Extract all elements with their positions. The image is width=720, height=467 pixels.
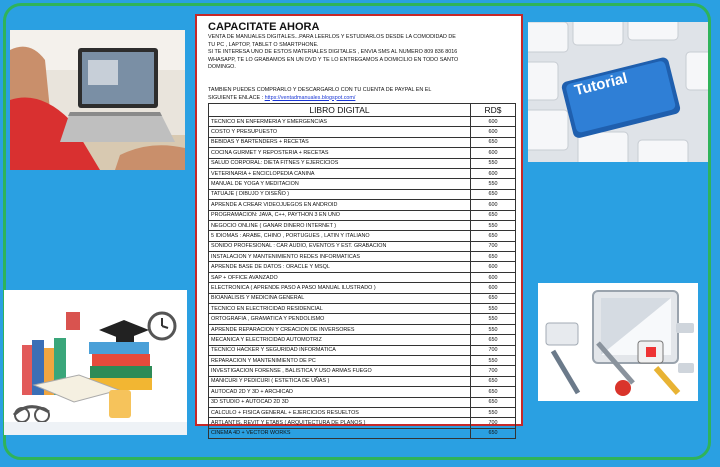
laptop-photo — [10, 30, 185, 170]
table-row — [209, 168, 516, 178]
page-title: CAPACITATE AHORA — [208, 21, 320, 33]
book-title: BEBIDAS Y BARTENDERS + RECETAS — [209, 137, 471, 147]
book-title: TECNICO EN ENFERMERIA Y EMERGENCIAS — [209, 117, 471, 127]
table-row — [209, 314, 516, 324]
table-row — [209, 148, 516, 158]
book-title: SONIDO PROFESIONAL : CAR AUDIO, EVENTOS Y EST. GRABACION — [209, 241, 471, 251]
book-title: BIOANALISIS Y MEDICINA GENERAL — [209, 293, 471, 303]
book-price: 600 — [471, 168, 516, 178]
table-row — [209, 127, 516, 137]
book-price: 650 — [471, 252, 516, 262]
price-list-card — [195, 14, 523, 437]
tutorial-key-label: Tutorial — [572, 69, 630, 100]
book-title: COSTO Y PRESUPUESTO — [209, 127, 471, 137]
book-title: MANUAL DE YOGA Y MEDITACION — [209, 179, 471, 189]
book-price: 700 — [471, 345, 516, 355]
table-row — [209, 210, 516, 220]
table-row — [209, 252, 516, 262]
table-header-row — [209, 104, 516, 117]
book-price: 650 — [471, 137, 516, 147]
book-price: 650 — [471, 210, 516, 220]
paypal-line-1: TAMBIEN PUEDES COMPRARLO Y DESCARGARLO CON TU CUENTA DE PAYPAL EN EL — [208, 87, 432, 93]
book-price: 550 — [471, 158, 516, 168]
table-row — [209, 293, 516, 303]
book-title: NEGOCIO ONLINE ( GANAR DINERO INTERNET ) — [209, 220, 471, 230]
table-row — [209, 137, 516, 147]
table-row — [209, 231, 516, 241]
book-title: CINEMA 4D + VECTOR WORKS — [209, 428, 471, 438]
table-row — [209, 355, 516, 365]
table-row — [209, 262, 516, 272]
book-title: 5 IDIOMAS : ARABE, CHINO , PORTUGUES , LATIN Y ITALIANO — [209, 231, 471, 241]
book-title: COCINA GURMET Y REPOSTERIA + RECETAS — [209, 148, 471, 158]
book-title: INVESTIGACION FORENSE , BALISTICA Y USO ARMAS FUEGO — [209, 366, 471, 376]
contact-line-3: DOMINGO. — [208, 64, 236, 71]
table-row — [209, 304, 516, 314]
book-price: 650 — [471, 376, 516, 386]
book-price: 600 — [471, 200, 516, 210]
intro-line-2: TU PC , LAPTOP, TABLET O SMARTPHONE. — [208, 41, 319, 48]
book-price: 650 — [471, 293, 516, 303]
book-title: SALUD CORPORAL: DIETA FITNES Y EJERCICIOS — [209, 158, 471, 168]
table-row — [209, 428, 516, 438]
book-title: INSTALACION Y MANTENIMIENTO REDES INFORMATICAS — [209, 252, 471, 262]
book-price: 550 — [471, 324, 516, 334]
column-header-book: LIBRO DIGITAL — [209, 104, 471, 117]
book-title: ORTOGRAFIA , GRAMATICA Y PENDOLISMO — [209, 314, 471, 324]
book-price: 600 — [471, 272, 516, 282]
book-price: 650 — [471, 397, 516, 407]
book-price: 700 — [471, 418, 516, 428]
book-price: 550 — [471, 407, 516, 417]
book-price: 650 — [471, 189, 516, 199]
contact-text — [208, 49, 513, 72]
paypal-line-2: SIGUIENTE ENLACE : — [208, 94, 264, 101]
intro-line-1: VENTA DE MANUALES DIGITALES...PARA LEERLOS Y ESTUDIARLOS DESDE LA COMODIDAD DE — [208, 34, 456, 40]
book-price: 650 — [471, 428, 516, 438]
book-price: 600 — [471, 262, 516, 272]
contact-line-1: SI TE INTERESA UNO DE ESTOS MATERIALES DIGITALES , ENVIA SMS AL NUMERO 809 836 8016 — [208, 49, 458, 55]
table-row — [209, 179, 516, 189]
book-title: MECANICA Y ELECTRICIDAD AUTOMOTRIZ — [209, 335, 471, 345]
column-header-price: RD$ — [471, 104, 516, 117]
table-row — [209, 345, 516, 355]
book-price: 650 — [471, 387, 516, 397]
table-row — [209, 241, 516, 251]
contact-line-2: WHASAPP, TE LO GRABAMOS EN UN DVD Y TE LO ENTREGAMOS A DOMICILIO EN TODO SANTO — [208, 56, 459, 63]
book-price: 600 — [471, 148, 516, 158]
book-price: 550 — [471, 304, 516, 314]
book-price: 550 — [471, 314, 516, 324]
paypal-text — [208, 87, 513, 102]
table-row — [209, 324, 516, 334]
blog-link[interactable]: https://ventadmanuales.blogspot.com/ — [264, 94, 356, 101]
book-title: APRENDE A CREAR VIDEOJUEGOS EN ANDROID — [209, 200, 471, 210]
study-books-illustration — [4, 290, 187, 435]
book-price: 550 — [471, 220, 516, 230]
table-row — [209, 283, 516, 293]
table-row — [209, 272, 516, 282]
book-price: 550 — [471, 355, 516, 365]
book-title: PROGRAMACION: JAVA, C++, PAYTHON 3 EN UNO — [209, 210, 471, 220]
book-price: 600 — [471, 283, 516, 293]
book-price: 700 — [471, 241, 516, 251]
intro-text — [208, 34, 513, 49]
book-title: 3D STUDIO + AUTOCAD 2D 3D — [209, 397, 471, 407]
monitor-tools-illustration — [538, 283, 698, 401]
tutorial-key-photo — [528, 22, 708, 162]
book-price: 600 — [471, 127, 516, 137]
table-row — [209, 117, 516, 127]
table-row — [209, 407, 516, 417]
book-title: MANICURI Y PEDICURI ( ESTETICA DE UÑAS ) — [209, 376, 471, 386]
book-title: TATUAJE ( DIBUJO Y DISEÑO ) — [209, 189, 471, 199]
book-price: 550 — [471, 179, 516, 189]
book-title: TECNICO HACKER Y SEGURIDAD INFORMATICA — [209, 345, 471, 355]
table-row — [209, 158, 516, 168]
table-row — [209, 376, 516, 386]
table-row — [209, 189, 516, 199]
table-row — [209, 366, 516, 376]
book-title: CALCULO + FISICA GENERAL + EJERCICIOS RESUELTOS — [209, 407, 471, 417]
table-row — [209, 418, 516, 428]
book-price: 650 — [471, 231, 516, 241]
table-row — [209, 387, 516, 397]
book-title: APRENDE REPARACION Y CREACION DE INVERSORES — [209, 324, 471, 334]
book-price: 600 — [471, 117, 516, 127]
book-title: SAP + OFFICE AVANZADO — [209, 272, 471, 282]
book-price: 700 — [471, 366, 516, 376]
book-title: REPARACION Y MANTENIMIENTO DE PC — [209, 355, 471, 365]
book-title: APRENDE BASE DE DATOS : ORACLE Y MSQL — [209, 262, 471, 272]
book-title: VETERINARIA + ENCICLOPEDIA CANINA — [209, 168, 471, 178]
book-title: ARTLANTIS, REVIT Y ETABS ( ARQUITECTURA DE PLANOS ) — [209, 418, 471, 428]
price-table — [208, 103, 516, 439]
table-row — [209, 200, 516, 210]
book-title: AUTOCAD 2D Y 3D + ARCHICAD — [209, 387, 471, 397]
book-title: ELECTRONICA ( APRENDE PASO A PASO MANUAL ILUSTRADO ) — [209, 283, 471, 293]
table-row — [209, 220, 516, 230]
table-row — [209, 397, 516, 407]
book-title: TECNICO EN ELECTRICIDAD RESIDENCIAL — [209, 304, 471, 314]
book-price: 650 — [471, 335, 516, 345]
table-row — [209, 335, 516, 345]
